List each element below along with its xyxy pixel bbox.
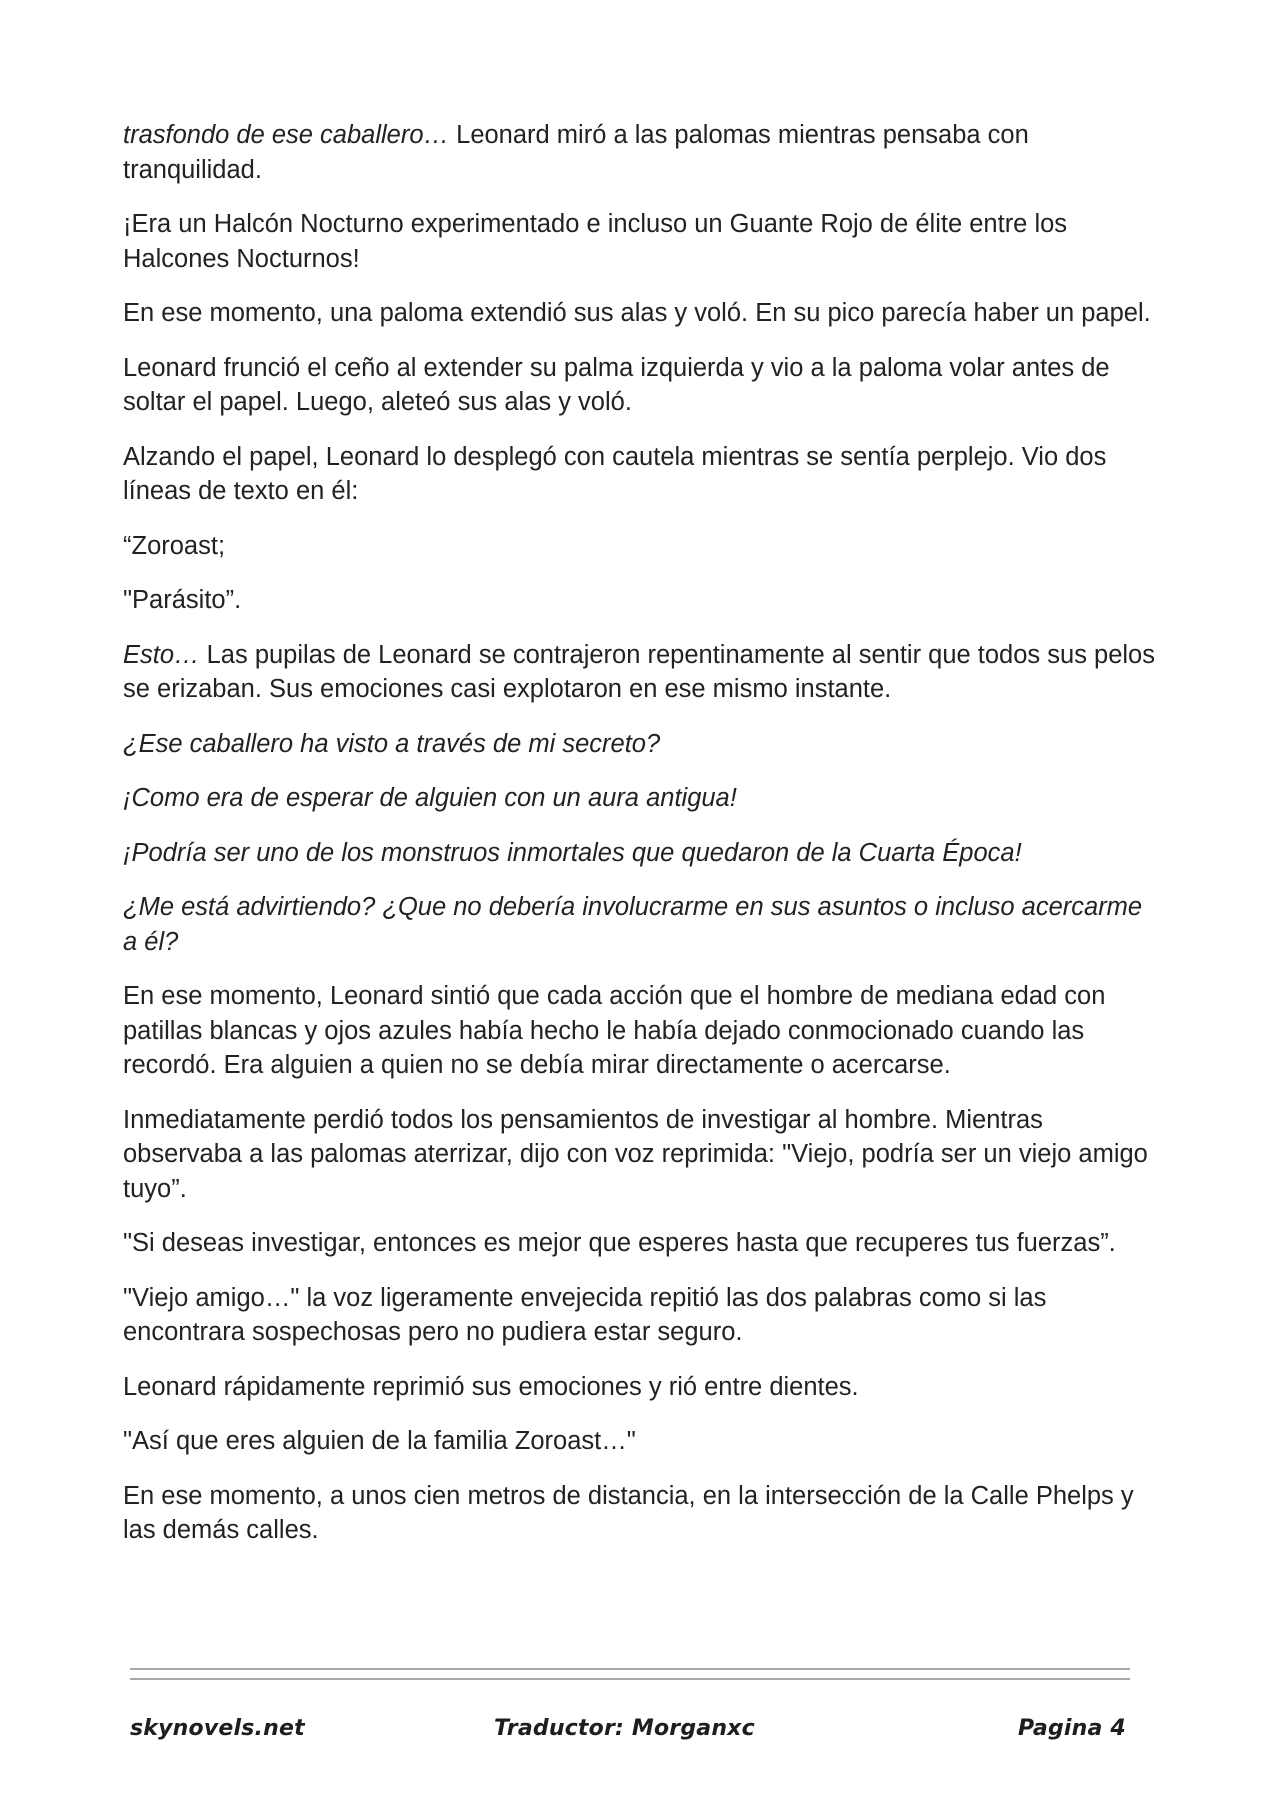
paragraph-text-run: ¡Como era de esperar de alguien con un aura antigua! (123, 784, 737, 812)
paragraph-text-run: Leonard rápidamente reprimió sus emociones y rió entre dientes. (123, 1372, 859, 1401)
paragraph (123, 781, 1158, 816)
paragraph (123, 207, 1158, 276)
paragraph-text-run: ¡Era un Halcón Nocturno experimentado e incluso un Guante Rojo de élite entre los Halcones Nocturnos! (123, 210, 1068, 273)
paragraph (123, 1424, 1158, 1459)
paragraph-text-run: En ese momento, una paloma extendió sus alas y voló. En su pico parecía haber un papel. (123, 299, 1151, 327)
paragraph (123, 1370, 1158, 1405)
paragraph (123, 583, 1158, 618)
paragraph (123, 1479, 1158, 1548)
paragraph-text-run: En ese momento, a unos cien metros de distancia, en la intersección de la Calle Phelps y las demás calles. (123, 1481, 1134, 1544)
page-body-text (123, 118, 1158, 1568)
paragraph-text-run: "Parásito”. (123, 586, 242, 614)
paragraph-text-run: Las pupilas de Leonard se contrajeron repentinamente al sentir que todos sus pelos se erizaban. Sus emociones casi explotaron en ese mismo instante. (123, 640, 1155, 703)
paragraph-text-run: Alzando el papel, Leonard lo desplegó con cautela mientras se sentía perplejo. Vio dos líneas de texto en él: (123, 442, 1107, 505)
paragraph-text-run: Inmediatamente perdió todos los pensamientos de investigar al hombre. Mientras observaba a las palomas aterrizar, dijo con voz reprimida: "Viejo, podría ser un viejo amigo tuyo”. (123, 1105, 1148, 1203)
paragraph-text-run: "Viejo amigo…" la voz ligeramente envejecida repitió las dos palabras como si las encontrara sospechosas pero no pudiera estar seguro. (123, 1283, 1047, 1346)
paragraph (123, 296, 1158, 331)
paragraph-text-run: ¿Ese caballero ha visto a través de mi secreto? (123, 729, 661, 758)
footer-divider-bottom (130, 1678, 1130, 1680)
paragraph (123, 836, 1158, 871)
paragraph-text-run: En ese momento, Leonard sintió que cada acción que el hombre de mediana edad con patillas blancas y ojos azules había hecho le había dejado conmocionado cuando las recordó. Era alguien a quien no se debía mirar directamente o acercarse. (123, 982, 1106, 1079)
footer-divider-top (130, 1668, 1130, 1670)
footer-page-number: Pagina 4 (1018, 1716, 1126, 1741)
footer-translator: Traductor: Morganxc (494, 1716, 755, 1741)
paragraph (123, 979, 1158, 1083)
paragraph (123, 1281, 1158, 1350)
paragraph (123, 118, 1158, 187)
paragraph (123, 1103, 1158, 1207)
paragraph-text-run: ¡Podría ser uno de los monstruos inmortales que quedaron de la Cuarta Época! (123, 838, 1022, 867)
footer-site-name: skynovels.net (130, 1716, 305, 1741)
paragraph-text-run: Esto… (123, 640, 200, 669)
paragraph (123, 351, 1158, 420)
paragraph (123, 727, 1158, 762)
paragraph-text-run: "Si deseas investigar, entonces es mejor que esperes hasta que recuperes tus fuerzas”. (123, 1229, 1116, 1257)
paragraph (123, 529, 1158, 564)
paragraph (123, 638, 1158, 707)
paragraph-text-run: Leonard frunció el ceño al extender su palma izquierda y vio a la paloma volar antes de soltar el papel. Luego, aleteó sus alas y voló. (123, 353, 1110, 416)
paragraph-text-run: Leonard miró a las palomas mientras pensaba con tranquilidad. (123, 121, 1029, 184)
paragraph (123, 1226, 1158, 1261)
paragraph (123, 440, 1158, 509)
paragraph-text-run: trasfondo de ese caballero… (123, 121, 450, 149)
paragraph-text-run: “Zoroast; (123, 531, 226, 560)
paragraph-text-run: "Así que eres alguien de la familia Zoroast…" (123, 1427, 636, 1455)
paragraph (123, 890, 1158, 959)
paragraph-text-run: ¿Me está advirtiendo? ¿Que no debería involucrarme en sus asuntos o incluso acercarme a él? (123, 893, 1143, 956)
